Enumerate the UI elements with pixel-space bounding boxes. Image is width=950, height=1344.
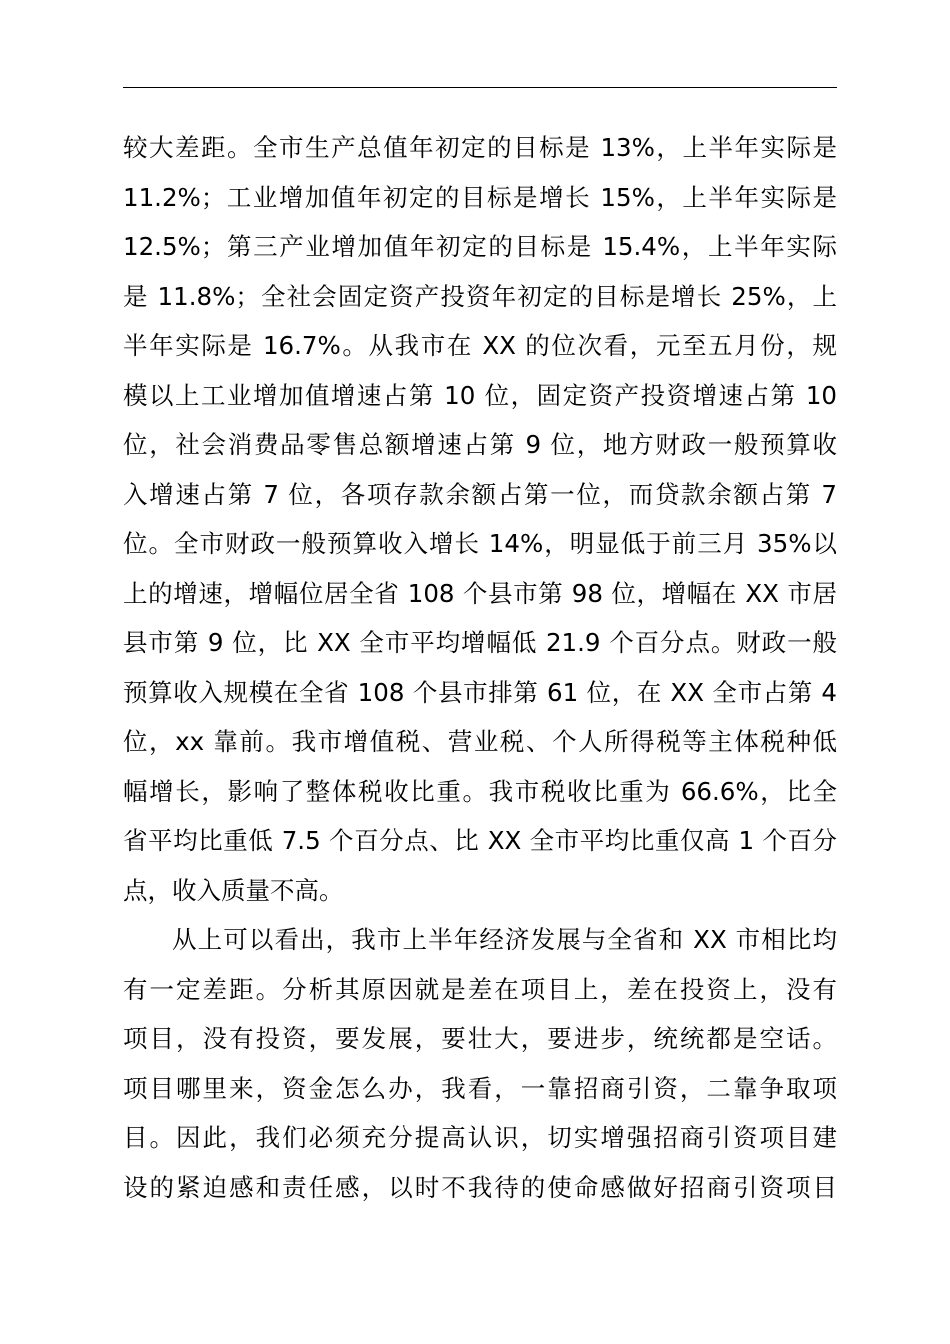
text-line: 县市第 9 位，比 XX 全市平均增幅低 21.9 个百分点。财政一般	[123, 628, 837, 657]
text-line: 位。全市财政一般预算收入增长 14%，明显低于前三月 35%以	[123, 529, 837, 558]
text-line: 目。因此，我们必须充分提高认识，切实增强招商引资项目建	[123, 1123, 837, 1152]
text-line: 较大差距。全市生产总值年初定的目标是 13%，上半年实际是	[123, 133, 837, 162]
document-body	[123, 123, 837, 1212]
paragraph-1	[123, 123, 837, 915]
text-line: 位，xx 靠前。我市增值税、营业税、个人所得税等主体税种低	[123, 727, 837, 756]
text-line: 模以上工业增加值增速占第 10 位，固定资产投资增速占第 10	[123, 380, 837, 410]
text-line: 点，收入质量不高。	[123, 875, 344, 905]
header-rule	[123, 87, 837, 88]
text-line: 是 11.8%；全社会固定资产投资年初定的目标是增长 25%，上	[123, 281, 837, 311]
text-line: 有一定差距。分析其原因就是差在项目上，差在投资上，没有	[123, 974, 837, 1004]
text-line: 12.5%；第三产业增加值年初定的目标是 15.4%，上半年实际	[123, 232, 837, 261]
text-line: 半年实际是 16.7%。从我市在 XX 的位次看，元至五月份，规	[123, 331, 837, 360]
paragraph-2	[123, 915, 837, 1212]
text-line: 位，社会消费品零售总额增速占第 9 位，地方财政一般预算收	[123, 430, 837, 459]
text-line: 预算收入规模在全省 108 个县市排第 61 位，在 XX 全市占第 4	[123, 677, 837, 707]
text-line: 入增速占第 7 位，各项存款余额占第一位，而贷款余额占第 7	[123, 479, 837, 509]
text-line: 上的增速，增幅位居全省 108 个县市第 98 位，增幅在 XX 市居	[123, 578, 837, 608]
text-line: 幅增长，影响了整体税收比重。我市税收比重为 66.6%，比全	[123, 776, 837, 806]
text-line: 从上可以看出，我市上半年经济发展与全省和 XX 市相比均	[172, 925, 837, 954]
text-line: 设的紧迫感和责任感，以时不我待的使命感做好招商引资项目	[123, 1172, 837, 1202]
text-line: 项目，没有投资，要发展，要壮大，要进步，统统都是空话。	[123, 1024, 837, 1053]
text-line: 省平均比重低 7.5 个百分点、比 XX 全市平均比重仅高 1 个百分	[123, 826, 837, 855]
text-line: 11.2%；工业增加值年初定的目标是增长 15%，上半年实际是	[123, 182, 837, 212]
text-line: 项目哪里来，资金怎么办，我看，一靠招商引资，二靠争取项	[123, 1073, 837, 1103]
